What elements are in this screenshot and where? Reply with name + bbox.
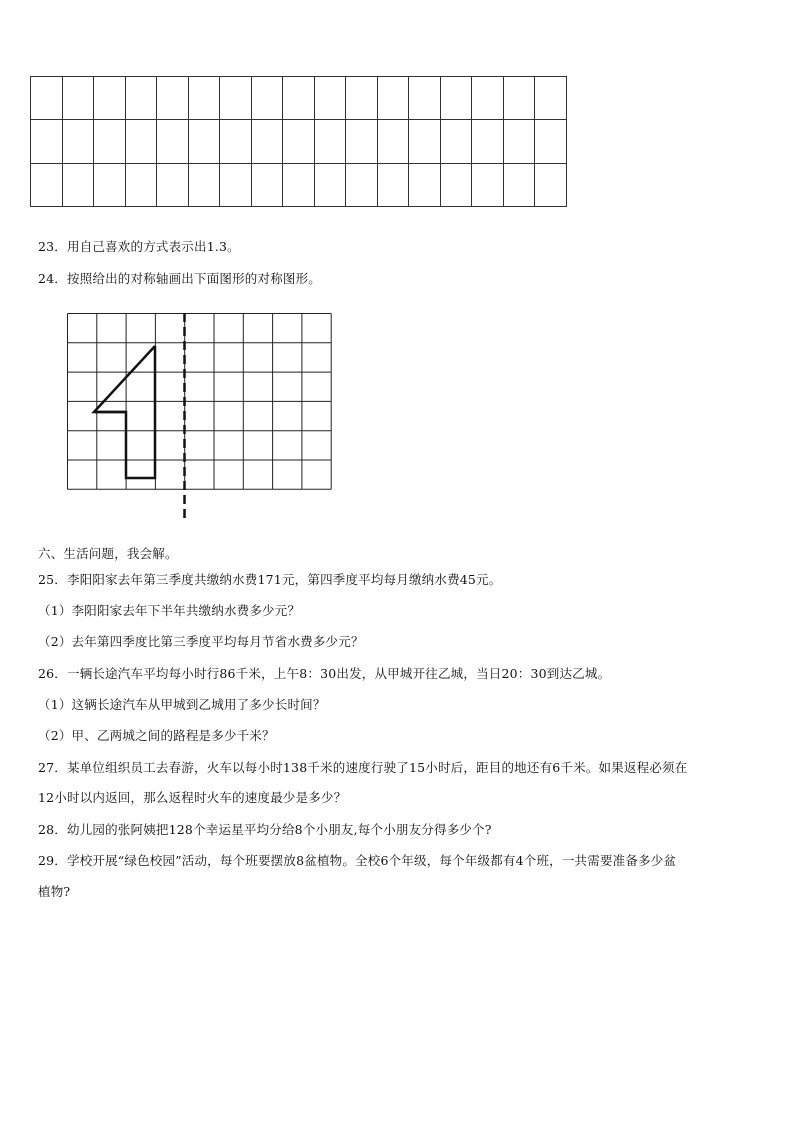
answer-grid-cell [157,120,189,163]
answer-grid-cell [283,77,315,120]
answer-grid-cell [346,77,378,120]
answer-grid-cell [31,77,63,120]
answer-grid-cell [125,77,157,120]
question-29-line-2: 植物? [38,884,71,899]
answer-grid-cell [283,163,315,206]
answer-grid-cell [535,77,567,120]
answer-grid-cell [377,77,409,120]
answer-grid-cell [409,120,441,163]
question-23: 23．用自己喜欢的方式表示出1.3。 [38,239,240,254]
answer-grid-cell [94,163,126,206]
answer-grid-cell [314,163,346,206]
answer-grid-cell [31,120,63,163]
answer-grid-cell [220,120,252,163]
answer-grid-cell [503,77,535,120]
answer-grid-cell [472,120,504,163]
answer-grid-cell [62,77,94,120]
answer-grid-cell [157,77,189,120]
answer-grid-cell [503,163,535,206]
answer-grid-cell [188,77,220,120]
question-26: 26．一辆长途汽车平均每小时行86千米，上午8：30出发，从甲城开往乙城，当日20：30到达乙城。 [38,666,611,681]
answer-grid-cell [535,163,567,206]
answer-grid-cell [251,120,283,163]
answer-grid-cell [220,77,252,120]
answer-grid-cell [62,120,94,163]
answer-grid-cell [440,120,472,163]
answer-grid-cell [157,163,189,206]
answer-grid-cell [409,163,441,206]
answer-grid-cell [440,163,472,206]
answer-grid-cell [94,120,126,163]
answer-grid-cell [314,120,346,163]
question-25: 25．李阳阳家去年第三季度共缴纳水费171元，第四季度平均每月缴纳水费45元。 [38,572,502,587]
symmetry-figure-grid [67,313,333,521]
answer-grid-cell [283,120,315,163]
answer-grid-cell [440,77,472,120]
answer-grid-row [31,163,567,206]
answer-grid-cell [220,163,252,206]
answer-grid-cell [314,77,346,120]
answer-grid-cell [377,163,409,206]
answer-grid-cell [377,120,409,163]
answer-grid-cell [409,77,441,120]
question-25-part-1: （1）李阳阳家去年下半年共缴纳水费多少元？ [38,603,301,618]
answer-grid-cell [188,163,220,206]
answer-grid-cell [125,120,157,163]
answer-grid-cell [472,77,504,120]
answer-grid-cell [251,77,283,120]
question-25-part-2: （2）去年第四季度比第三季度平均每月节省水费多少元？ [38,634,364,649]
answer-grid-cell [535,120,567,163]
answer-grid-cell [346,163,378,206]
question-27-line-1: 27．某单位组织员工去春游，火车以每小时138千米的速度行驶了15小时后，距目的地还有6千米。如果返程必须在 [38,760,688,775]
question-28: 28．幼儿园的张阿姨把128个幸运星平均分给8个小朋友,每个小朋友分得多少个? [38,822,492,837]
answer-grid-cell [503,120,535,163]
section-6-heading: 六、生活问题，我会解。 [38,546,178,561]
answer-grid-cell [31,163,63,206]
question-29-line-1: 29．学校开展“绿色校园”活动，每个班要摆放8盆植物。全校6个年级，每个年级都有4个班，一共需要准备多少盆 [38,853,677,868]
answer-grid-cell [188,120,220,163]
answer-grid-row [31,77,567,120]
question-26-part-2: （2）甲、乙两城之间的路程是多少千米？ [38,728,275,743]
answer-grid-cell [125,163,157,206]
symmetry-grid-lines [68,314,332,490]
question-26-part-1: （1）这辆长途汽车从甲城到乙城用了多少长时间？ [38,697,326,712]
answer-grid-cell [62,163,94,206]
question-24: 24．按照给出的对称轴画出下面图形的对称图形。 [38,271,322,286]
answer-grid-row [31,120,567,163]
answer-grid-cell [472,163,504,206]
answer-grid-cell [346,120,378,163]
question-27-line-2: 12小时以内返回，那么返程时火车的速度最少是多少？ [38,790,347,805]
answer-grid [30,76,567,207]
answer-grid-cell [94,77,126,120]
answer-grid-cell [251,163,283,206]
